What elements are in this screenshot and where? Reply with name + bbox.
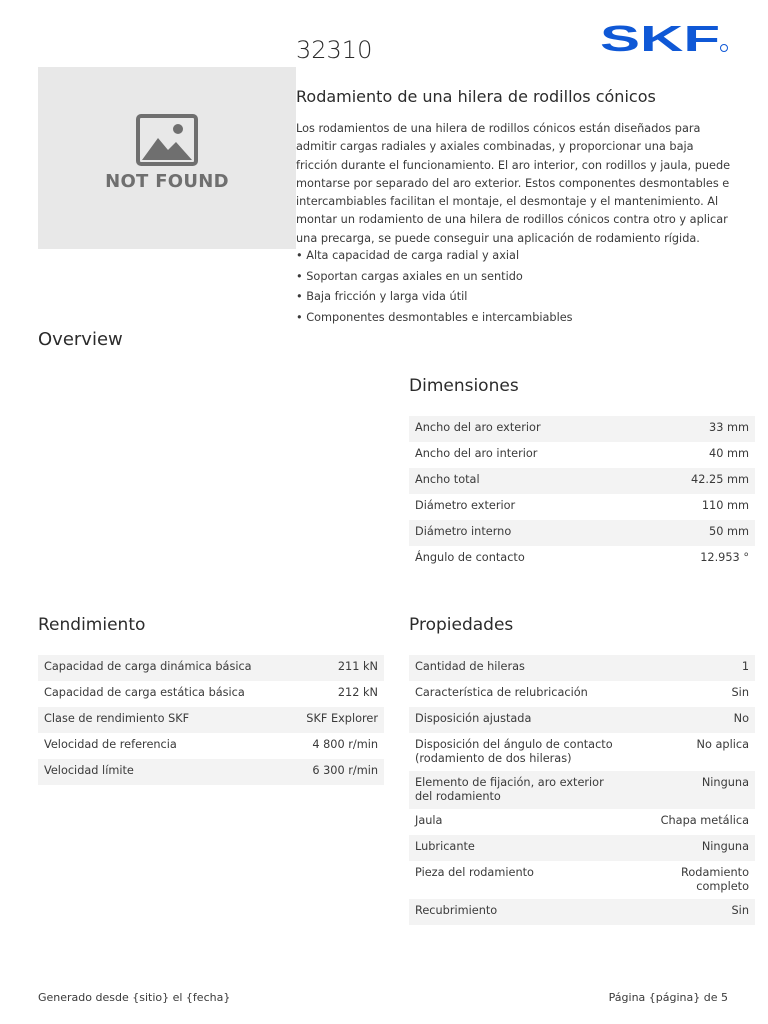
row-label: Capacidad de carga dinámica básica	[38, 655, 289, 681]
table-row	[409, 416, 755, 442]
row-label: Recubrimiento	[409, 899, 629, 925]
row-value: No aplica	[696, 738, 749, 751]
table-row	[38, 733, 384, 759]
table-row	[409, 899, 755, 925]
list-item: • Componentes desmontables e intercambiables	[296, 310, 573, 324]
page-title: 32310	[296, 36, 373, 64]
table-row	[409, 494, 755, 520]
row-label: Velocidad límite	[38, 759, 289, 785]
table-row	[38, 681, 384, 707]
row-value: 33 mm	[638, 416, 755, 442]
overview-heading: Overview	[38, 329, 123, 350]
product-subtitle: Rodamiento de una hilera de rodillos cónicos	[296, 87, 656, 106]
row-label: Lubricante	[409, 835, 629, 861]
table-row	[409, 861, 755, 899]
row-value: Ninguna	[629, 771, 755, 809]
row-label: Ángulo de contacto	[415, 551, 525, 564]
list-item: • Soportan cargas axiales en un sentido	[296, 269, 523, 283]
row-value: 4 800 r/min	[312, 738, 378, 751]
footer-generated: Generado desde {sitio} el {fecha}	[38, 991, 231, 1004]
row-value: 50 mm	[638, 520, 755, 546]
logo-text: SKF	[600, 23, 720, 53]
table-row	[409, 681, 755, 707]
table-row	[409, 546, 755, 572]
row-value: SKF Explorer	[289, 707, 384, 733]
row-value: 40 mm	[709, 447, 749, 460]
row-value: 1	[629, 655, 755, 681]
row-label: Capacidad de carga estática básica	[44, 686, 245, 699]
performance-heading: Rendimiento	[38, 615, 146, 635]
row-label: Elemento de fijación, aro exterior del rodamiento	[409, 771, 629, 809]
row-value: Rodamiento completo	[681, 866, 749, 893]
row-value: 211 kN	[289, 655, 384, 681]
row-label: Disposición del ángulo de contacto (rodamiento de dos hileras)	[415, 738, 613, 765]
performance-table	[38, 655, 384, 785]
row-label: Diámetro interno	[409, 520, 638, 546]
not-found-label: NOT FOUND	[105, 171, 229, 192]
row-value: Chapa metálica	[660, 814, 749, 827]
skf-logo	[600, 23, 730, 53]
table-row	[409, 809, 755, 835]
table-row	[38, 707, 384, 733]
table-row	[409, 442, 755, 468]
row-label: Clase de rendimiento SKF	[38, 707, 289, 733]
row-value: Sin	[629, 899, 755, 925]
row-label: Característica de relubricación	[415, 686, 588, 699]
registered-mark-icon	[721, 45, 728, 52]
row-value: Ninguna	[629, 835, 755, 861]
row-value: 12.953 °	[700, 551, 749, 564]
row-label: Ancho del aro exterior	[409, 416, 638, 442]
row-label: Pieza del rodamiento	[415, 866, 534, 879]
product-image-placeholder	[38, 67, 296, 249]
row-label: Diámetro exterior	[415, 499, 516, 512]
table-row	[409, 835, 755, 861]
feature-list	[296, 248, 736, 330]
list-item: • Alta capacidad de carga radial y axial	[296, 249, 520, 262]
table-row	[409, 707, 755, 733]
row-label: Ancho total	[409, 468, 638, 494]
row-value: No	[629, 707, 755, 733]
row-label: Velocidad de referencia	[44, 738, 177, 751]
row-value: 110 mm	[701, 499, 749, 512]
row-value: 42.25 mm	[638, 468, 755, 494]
row-label: Cantidad de hileras	[409, 655, 629, 681]
properties-heading: Propiedades	[409, 615, 514, 635]
row-value: 6 300 r/min	[289, 759, 384, 785]
table-row	[409, 655, 755, 681]
footer-page-number: Página {página} de 5	[608, 991, 728, 1004]
table-row	[409, 520, 755, 546]
row-value: 212 kN	[337, 686, 378, 699]
table-row	[38, 759, 384, 785]
table-row	[38, 655, 384, 681]
row-label: Jaula	[415, 814, 443, 827]
table-row	[409, 733, 755, 771]
list-item: • Baja fricción y larga vida útil	[296, 290, 468, 303]
row-value: Sin	[731, 686, 749, 699]
table-row	[409, 468, 755, 494]
properties-table	[409, 655, 755, 925]
product-description: Los rodamientos de una hilera de rodillos cónicos están diseñados para admitir cargas radiales y axiales combinadas, y proporcionar una baja fricción durante el funcionamiento. El aro interior, con rodillos y jaula, puede montarse por separado del aro exterior. Estos componentes desmontables e intercambiables facilitan el montaje, el desmontaje y el mantenimiento. Al montar un rodamiento de una hilera de rodillos cónicos contra otro y aplicar una precarga, se puede conseguir una aplicación de rodamiento rígida.	[296, 122, 731, 245]
dimensions-heading: Dimensiones	[409, 376, 519, 396]
row-label: Disposición ajustada	[409, 707, 629, 733]
table-row	[409, 771, 755, 809]
image-placeholder-icon	[136, 114, 198, 166]
dimensions-table	[409, 416, 755, 572]
row-label: Ancho del aro interior	[415, 447, 538, 460]
